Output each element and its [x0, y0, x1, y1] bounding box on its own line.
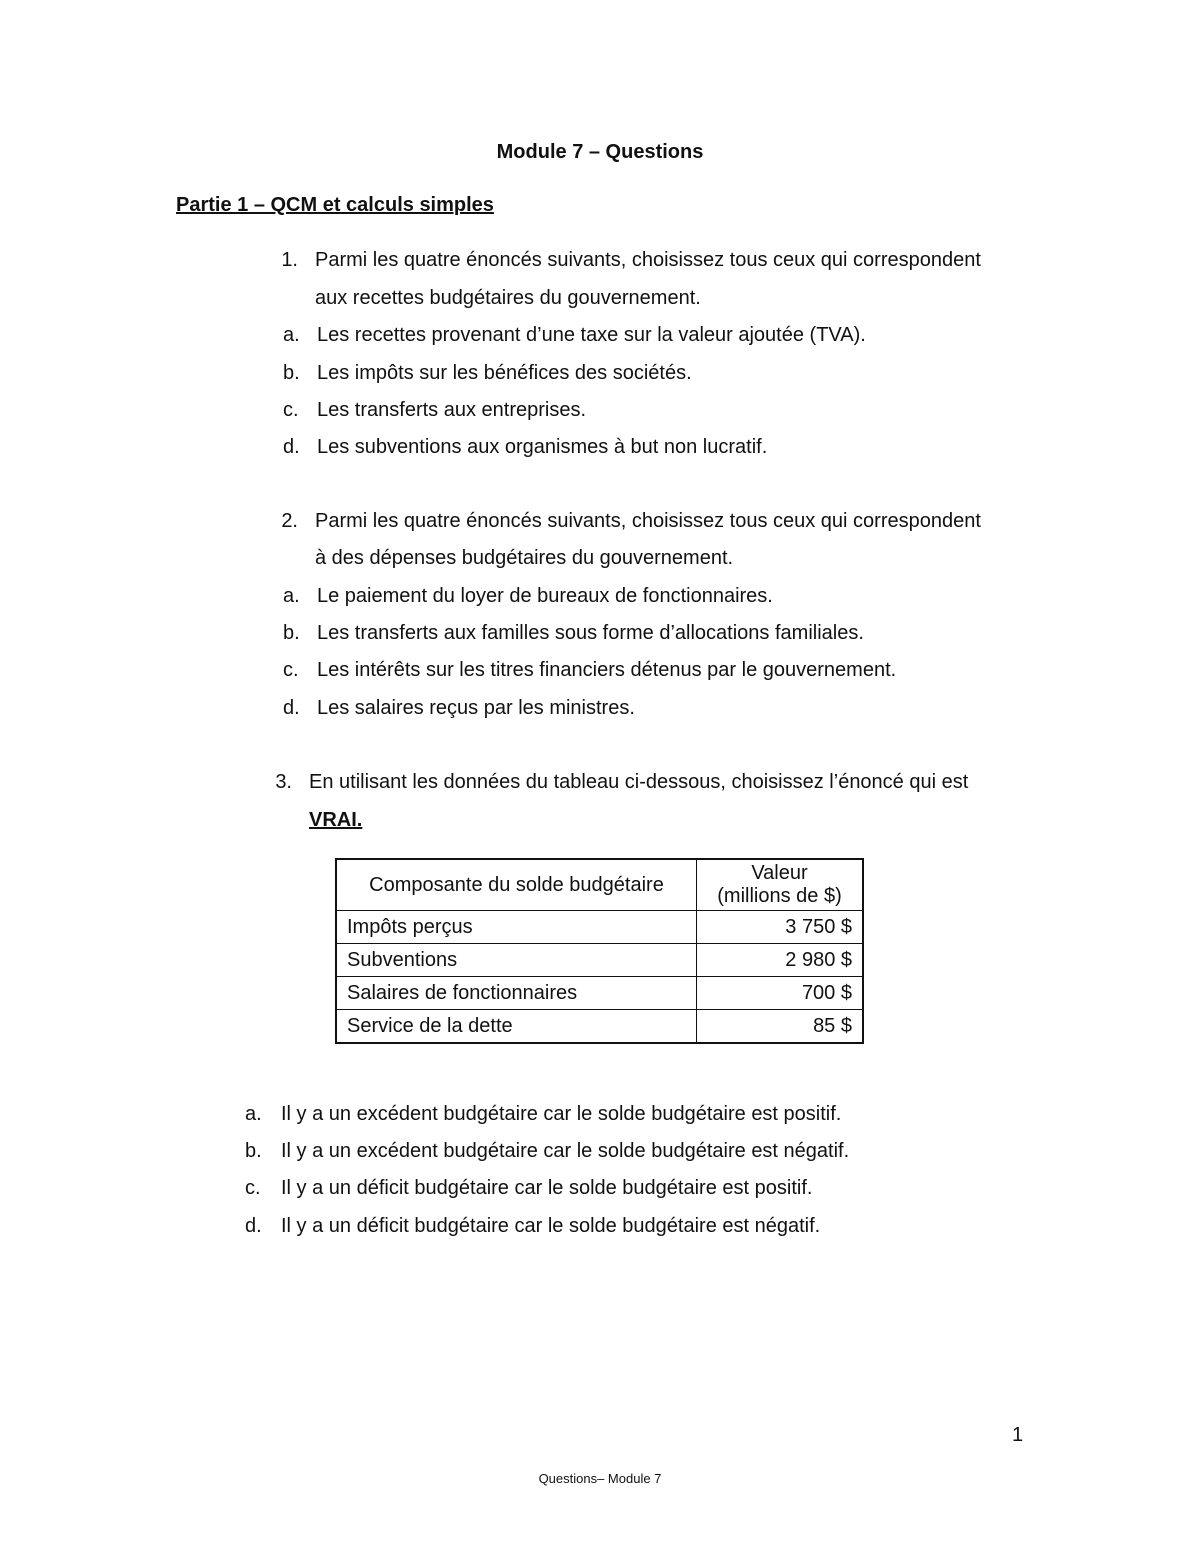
option-letter: b.	[283, 362, 300, 384]
row-value: 2 980 $	[697, 944, 864, 977]
row-value: 3 750 $	[697, 911, 864, 944]
option-text: Il y a un excédent budgétaire car le solde budgétaire est positif.	[281, 1103, 842, 1125]
header-value-line: Valeur	[751, 862, 808, 884]
option-text: Il y a un déficit budgétaire car le solde budgétaire est négatif.	[281, 1215, 821, 1237]
part-heading: Partie 1 – QCM et calculs simples	[176, 194, 494, 216]
option-text: Le paiement du loyer de bureaux de fonctionnaires.	[317, 585, 773, 607]
question-text-line: à des dépenses budgétaires du gouvernement.	[315, 547, 734, 569]
option-text: Les recettes provenant d’une taxe sur la valeur ajoutée (TVA).	[317, 324, 866, 346]
question-text-line: Parmi les quatre énoncés suivants, choisissez tous ceux qui correspondent	[315, 249, 981, 271]
page-title: Module 7 – Questions	[496, 141, 704, 163]
option-letter: b.	[245, 1140, 262, 1162]
table-row	[336, 911, 863, 944]
option-letter: b.	[283, 622, 300, 644]
option-text: Il y a un excédent budgétaire car le solde budgétaire est négatif.	[281, 1140, 850, 1162]
header-value	[697, 859, 864, 911]
option-text: Les subventions aux organismes à but non lucratif.	[317, 436, 768, 458]
budget-table	[335, 858, 864, 1044]
option-text: Les impôts sur les bénéfices des sociétés.	[317, 362, 692, 384]
question-text-line: Parmi les quatre énoncés suivants, choisissez tous ceux qui correspondent	[315, 510, 981, 532]
option-text: Il y a un déficit budgétaire car le solde budgétaire est positif.	[281, 1177, 813, 1199]
row-component: Subventions	[336, 944, 697, 977]
header-value-unit: (millions de $)	[717, 885, 842, 907]
row-component: Impôts perçus	[336, 911, 697, 944]
question-number: 2.	[281, 510, 298, 532]
row-value: 700 $	[697, 977, 864, 1010]
option-text: Les transferts aux entreprises.	[317, 399, 587, 421]
option-letter: d.	[245, 1215, 262, 1237]
row-component: Salaires de fonctionnaires	[336, 977, 697, 1010]
row-value: 85 $	[697, 1010, 864, 1044]
option-letter: c.	[283, 659, 299, 681]
table-header-row	[336, 859, 863, 911]
option-letter: a.	[283, 585, 300, 607]
question-number: 1.	[281, 249, 298, 271]
row-component: Service de la dette	[336, 1010, 697, 1044]
option-letter: d.	[283, 436, 300, 458]
question-text-line: aux recettes budgétaires du gouvernement.	[315, 287, 701, 309]
option-letter: c.	[283, 399, 299, 421]
page-number: 1	[1012, 1424, 1024, 1446]
table-row	[336, 977, 863, 1010]
option-letter: a.	[245, 1103, 262, 1125]
table-row	[336, 1010, 863, 1044]
option-letter: a.	[283, 324, 300, 346]
table-row	[336, 944, 863, 977]
page-footer: Questions– Module 7	[538, 1471, 662, 1486]
option-text: Les transferts aux familles sous forme d’allocations familiales.	[317, 622, 864, 644]
option-letter: c.	[245, 1177, 261, 1199]
question-text-line: En utilisant les données du tableau ci-dessous, choisissez l’énoncé qui est	[309, 771, 969, 793]
option-text: Les intérêts sur les titres financiers détenus par le gouvernement.	[317, 659, 897, 681]
option-text: Les salaires reçus par les ministres.	[317, 697, 635, 719]
emphasis-vrai: VRAI.	[309, 809, 363, 831]
option-letter: d.	[283, 697, 300, 719]
question-number: 3.	[275, 771, 292, 793]
header-component: Composante du solde budgétaire	[336, 859, 697, 911]
